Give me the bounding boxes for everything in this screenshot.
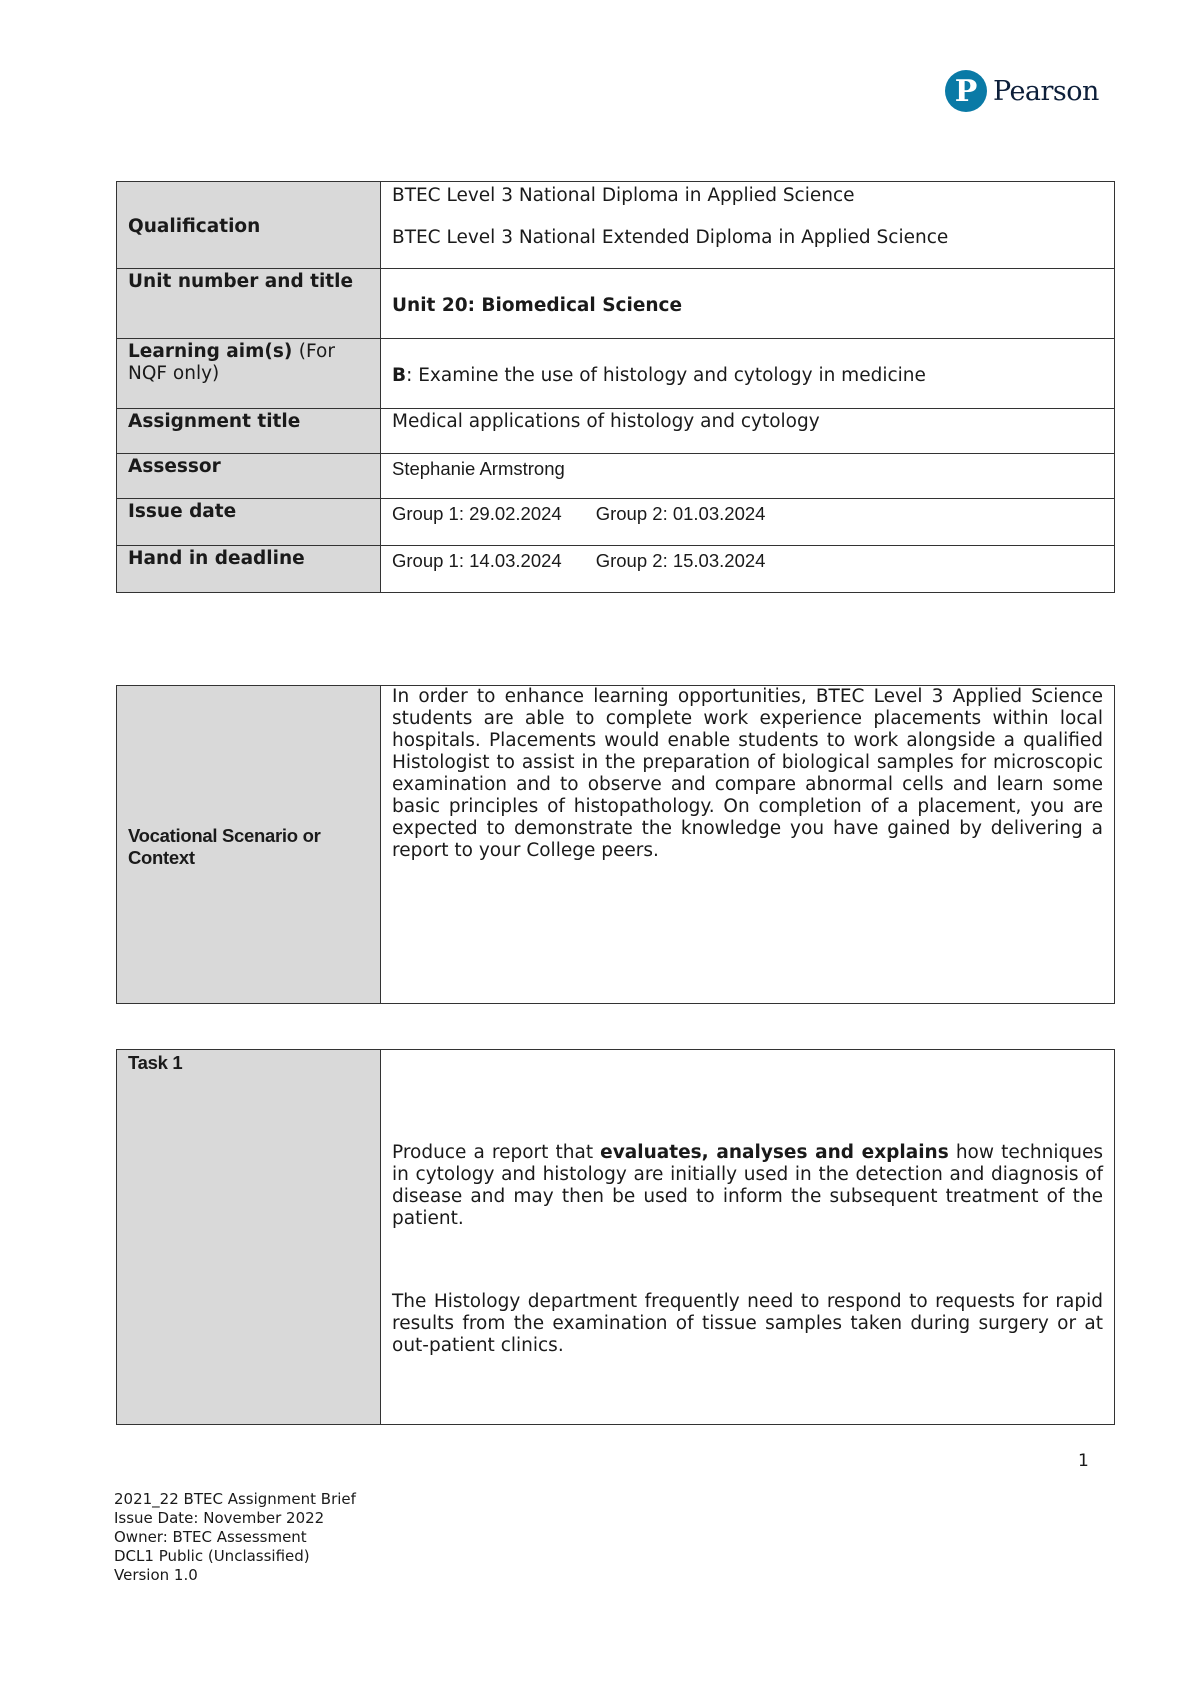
assignment-info-table bbox=[116, 181, 1115, 593]
task-p1-bold: evaluates, analyses and explains bbox=[600, 1142, 949, 1163]
deadline-value bbox=[381, 546, 1115, 593]
footer-line: Version 1.0 bbox=[114, 1566, 198, 1584]
qualification-line-2: BTEC Level 3 National Extended Diploma in Applied Science bbox=[392, 227, 949, 248]
task-paragraph-2: The Histology department frequently need to respond to requests for rapid results from the examination of tissue samples taken during surgery or at out-patient clinics. bbox=[392, 1291, 1103, 1356]
learning-aim-code: B bbox=[392, 364, 407, 386]
page-number: 1 bbox=[1078, 1451, 1089, 1471]
scenario-label: Vocational Scenario or Context bbox=[117, 686, 381, 1004]
learning-aim-text: : Examine the use of histology and cytology in medicine bbox=[406, 364, 926, 386]
task-p1-pre: Produce a report that bbox=[392, 1142, 601, 1163]
task-p1-post: how techniques in cytology and histology are initially used in the detection and diagnosis of disease and may then be used to inform the subsequent treatment of the patient. bbox=[392, 1142, 1103, 1229]
assignment-title-label: Assignment title bbox=[117, 409, 381, 454]
learning-aim-label-note: (For NQF only) bbox=[128, 341, 335, 384]
assessor-value: Stephanie Armstrong bbox=[381, 454, 1115, 499]
table-row bbox=[117, 686, 1115, 1004]
learning-aim-value bbox=[381, 339, 1115, 409]
pearson-logo-text: Pearson bbox=[993, 75, 1099, 107]
table-row bbox=[117, 409, 1115, 454]
issue-date-group2: Group 2: 01.03.2024 bbox=[595, 503, 766, 524]
issue-date-value bbox=[381, 499, 1115, 546]
task-table bbox=[116, 1049, 1115, 1425]
pearson-logo bbox=[945, 70, 1099, 112]
qualification-value bbox=[381, 182, 1115, 269]
scenario-text: In order to enhance learning opportunities, BTEC Level 3 Applied Science students are able to complete work experience placements within local hospitals. Placements would enable students to work alongside a qualified Histologist to assist in the preparation of biological samples for microscopic examination and to observe and compare abnormal cells and learn some basic principles of histopathology. On completion of a placement, you are expected to demonstrate the knowledge you have gained by delivering a report to your College peers. bbox=[381, 686, 1115, 1004]
qualification-line-1: BTEC Level 3 National Diploma in Applied Science bbox=[392, 185, 855, 206]
deadline-label: Hand in deadline bbox=[117, 546, 381, 593]
footer bbox=[114, 1490, 356, 1585]
table-row bbox=[117, 182, 1115, 269]
footer-line: Owner: BTEC Assessment bbox=[114, 1528, 307, 1546]
task-paragraph-1 bbox=[392, 1142, 1103, 1230]
deadline-group1: Group 1: 14.03.2024 bbox=[392, 550, 562, 571]
unit-label: Unit number and title bbox=[117, 269, 381, 339]
assignment-title-value: Medical applications of histology and cytology bbox=[381, 409, 1115, 454]
scenario-table bbox=[116, 685, 1115, 1004]
learning-aim-label-bold: Learning aim(s) bbox=[128, 341, 293, 362]
learning-aim-label bbox=[117, 339, 381, 409]
footer-line: DCL1 Public (Unclassified) bbox=[114, 1547, 310, 1565]
table-row bbox=[117, 499, 1115, 546]
issue-date-label: Issue date bbox=[117, 499, 381, 546]
task-content bbox=[381, 1050, 1115, 1425]
task-label: Task 1 bbox=[117, 1050, 381, 1425]
table-row bbox=[117, 339, 1115, 409]
table-row bbox=[117, 269, 1115, 339]
table-row bbox=[117, 546, 1115, 593]
qualification-label: Qualification bbox=[117, 182, 381, 269]
table-row bbox=[117, 454, 1115, 499]
unit-value: Unit 20: Biomedical Science bbox=[381, 269, 1115, 339]
assessor-label: Assessor bbox=[117, 454, 381, 499]
pearson-logo-icon: P bbox=[945, 70, 987, 112]
issue-date-group1: Group 1: 29.02.2024 bbox=[392, 503, 562, 524]
footer-line: Issue Date: November 2022 bbox=[114, 1509, 325, 1527]
table-row bbox=[117, 1050, 1115, 1425]
footer-line: 2021_22 BTEC Assignment Brief bbox=[114, 1490, 356, 1508]
deadline-group2: Group 2: 15.03.2024 bbox=[595, 550, 766, 571]
